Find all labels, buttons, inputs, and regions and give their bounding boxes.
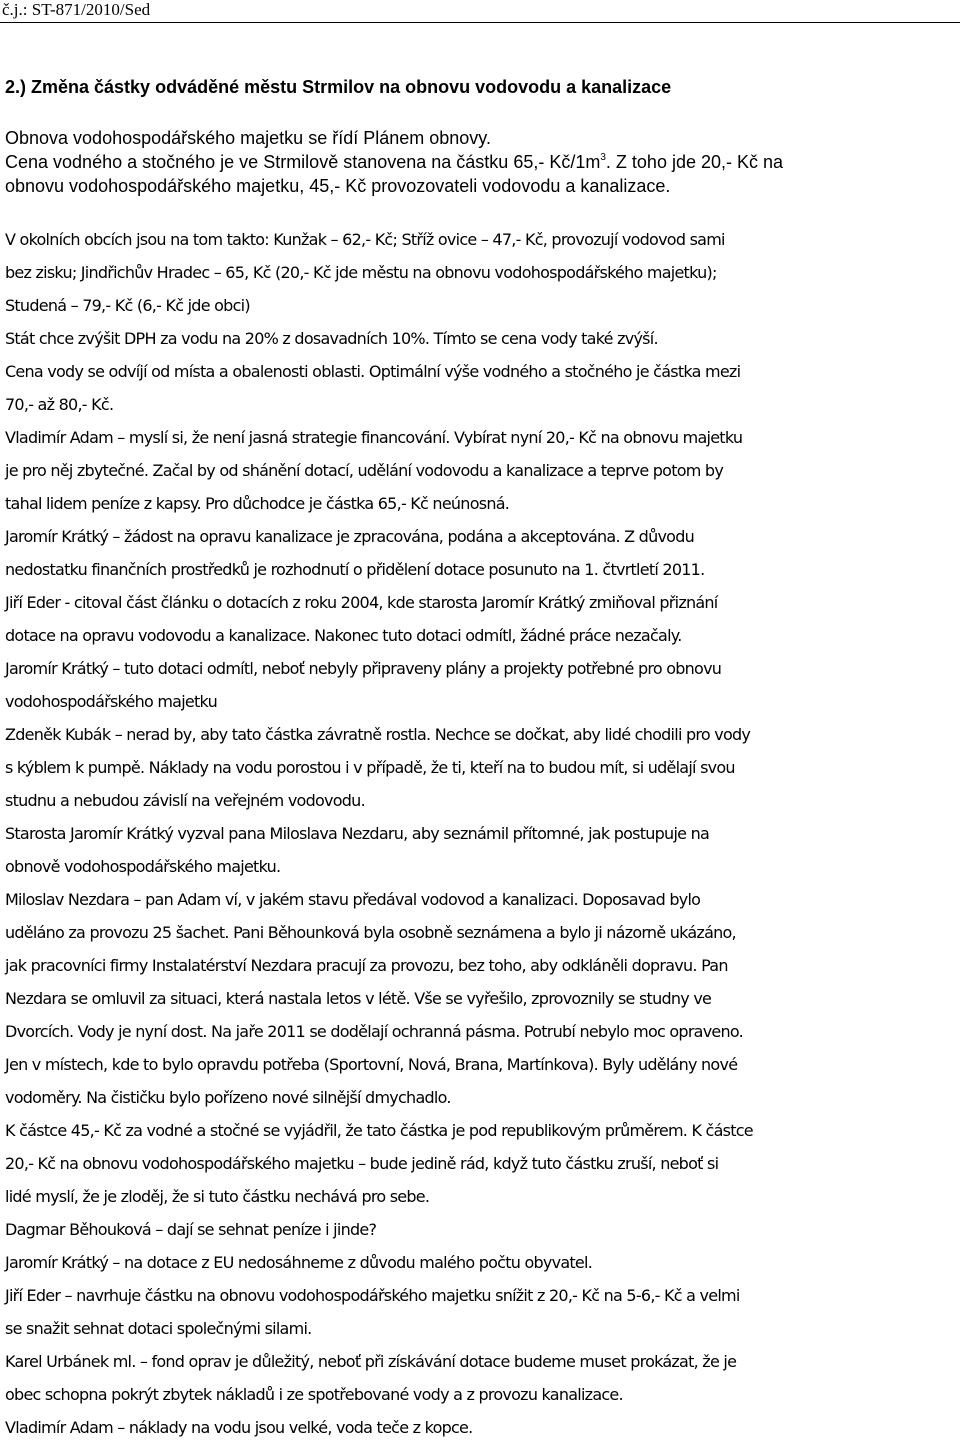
text-line: lidé myslí, že je zloděj, že si tuto částku nechává pro sebe.: [5, 1187, 430, 1206]
intro-text: Cena vodného a stočného je ve Strmilově stanovena na částku 65,- Kč/1m: [5, 152, 601, 172]
text-line: Vladimír Adam – náklady na vodu jsou velké, voda teče z kopce.: [5, 1418, 473, 1437]
header-divider: [0, 22, 960, 23]
minutes-body: [5, 223, 957, 1444]
text-line: je pro něj zbytečné. Začal by od shánění dotací, udělání vodovodu a kanalizace a teprve potom by: [5, 461, 724, 480]
text-line: Stát chce zvýšit DPH za vodu na 20% z dosavadních 10%. Tímto se cena vody také zvýší.: [5, 329, 658, 348]
text-line: Jaromír Krátký – tuto dotaci odmítl, neboť nebyly připraveny plány a projekty potřebné pro obnovu: [5, 659, 722, 678]
text-line: uděláno za provozu 25 šachet. Pani Běhounková byla osobně seznámena a bylo ji názorně ukázáno,: [5, 923, 736, 942]
text-line: Miloslav Nezdara – pan Adam ví, v jakém stavu předával vodovod a kanalizaci. Doposavad bylo: [5, 890, 701, 909]
text-line: Jiří Eder - citoval část článku o dotacích z roku 2004, kde starosta Jaromír Krátký zmiňoval přiznání: [5, 593, 718, 612]
document-reference: č.j.: ST-871/2010/Sed: [2, 0, 151, 19]
section-heading: 2.) Změna částky odváděné městu Strmilov na obnovu vodovodu a kanalizace: [5, 77, 672, 97]
intro-line: [5, 150, 957, 174]
text-line: obnově vodohospodářského majetku.: [5, 857, 281, 876]
text-line: Zdeněk Kubák – nerad by, aby tato částka závratně rostla. Nechce se dočkat, aby lidé chodili pro vody: [5, 725, 751, 744]
text-line: Studená – 79,- Kč (6,- Kč jde obci): [5, 296, 250, 315]
text-line: K částce 45,- Kč za vodné a stočné se vyjádřil, že tato částka je pod republikovým průměrem. K částce: [5, 1121, 753, 1140]
text-line: obec schopna pokrýt zbytek nákladů i ze spotřebované vody a z provozu kanalizace.: [5, 1385, 623, 1404]
text-line: vodohospodářského majetku: [5, 692, 217, 711]
text-line: Nezdara se omluvil za situaci, která nastala letos v létě. Vše se vyřešilo, zprovoznily se studny ve: [5, 989, 712, 1008]
text-line: Dvorcích. Vody je nyní dost. Na jaře 2011 se dodělají ochranná pásma. Potrubí nebylo moc opraveno.: [5, 1022, 743, 1041]
text-line: Jaromír Krátký – na dotace z EU nedosáhneme z důvodu malého počtu obyvatel.: [5, 1253, 593, 1272]
text-line: Karel Urbánek ml. – fond oprav je důležitý, neboť při získávání dotace budeme muset prokázat, že je: [5, 1352, 737, 1371]
text-line: bez zisku; Jindřichův Hradec – 65, Kč (20,- Kč jde městu na obnovu vodohospodářského majetku);: [5, 263, 717, 282]
text-line: tahal lidem peníze z kapsy. Pro důchodce je částka 65,- Kč neúnosná.: [5, 494, 510, 513]
text-line: 70,- až 80,- Kč.: [5, 395, 114, 414]
text-line: vodoměry. Na čističku bylo pořízeno nové silnější dmychadlo.: [5, 1088, 451, 1107]
text-line: Vladimír Adam – myslí si, že není jasná strategie financování. Vybírat nyní 20,- Kč na obnovu majetku: [5, 428, 743, 447]
intro-line: obnovu vodohospodářského majetku, 45,- Kč provozovateli vodovodu a kanalizace.: [5, 176, 671, 196]
text-line: Dagmar Běhouková – dají se sehnat peníze i jinde?: [5, 1220, 377, 1239]
text-line: s kýblem k pumpě. Náklady na vodu porostou i v případě, že ti, kteří na to budou mít, si udělají svou: [5, 758, 735, 777]
text-line: Starosta Jaromír Krátký vyzval pana Miloslava Nezdaru, aby seznámil přítomné, jak postupuje na: [5, 824, 710, 843]
text-line: se snažit sehnat dotaci společnými silami.: [5, 1319, 312, 1338]
text-line: studnu a nebudou závislí na veřejném vodovodu.: [5, 791, 365, 810]
superscript: 3: [600, 152, 606, 163]
text-line: nedostatku finančních prostředků je rozhodnutí o přidělení dotace posunuto na 1. čtvrtletí 2011.: [5, 560, 705, 579]
text-line: jak pracovníci firmy Instalatérství Nezdara pracují za provozu, bez toho, aby odkláněli dopravu. Pan: [5, 956, 728, 975]
text-line: 20,- Kč na obnovu vodohospodářského majetku – bude jedině rád, když tuto částku zruší, neboť si: [5, 1154, 719, 1173]
text-line: Jen v místech, kde to bylo opravdu potřeba (Sportovní, Nová, Brana, Martínkova). Byly udělány nové: [5, 1055, 738, 1074]
text-line: Cena vody se odvíjí od místa a obalenosti oblasti. Optimální výše vodného a stočného je částka mezi: [5, 362, 741, 381]
text-line: dotace na opravu vodovodu a kanalizace. Nakonec tuto dotaci odmítl, žádné práce nezačaly.: [5, 626, 682, 645]
text-line: V okolních obcích jsou na tom takto: Kunžak – 62,- Kč; Stříž ovice – 47,- Kč, provozují vodovod sami: [5, 230, 725, 249]
intro-text: . Z toho jde 20,- Kč na: [605, 152, 784, 172]
intro-paragraph: [5, 126, 957, 198]
intro-line: Obnova vodohospodářského majetku se řídí Plánem obnovy.: [5, 128, 491, 148]
text-line: Jaromír Krátký – žádost na opravu kanalizace je zpracována, podána a akceptována. Z důvodu: [5, 527, 695, 546]
text-line: Jiří Eder – navrhuje částku na obnovu vodohospodářského majetku snížit z 20,- Kč na 5-6,- Kč a velmi: [5, 1286, 740, 1305]
